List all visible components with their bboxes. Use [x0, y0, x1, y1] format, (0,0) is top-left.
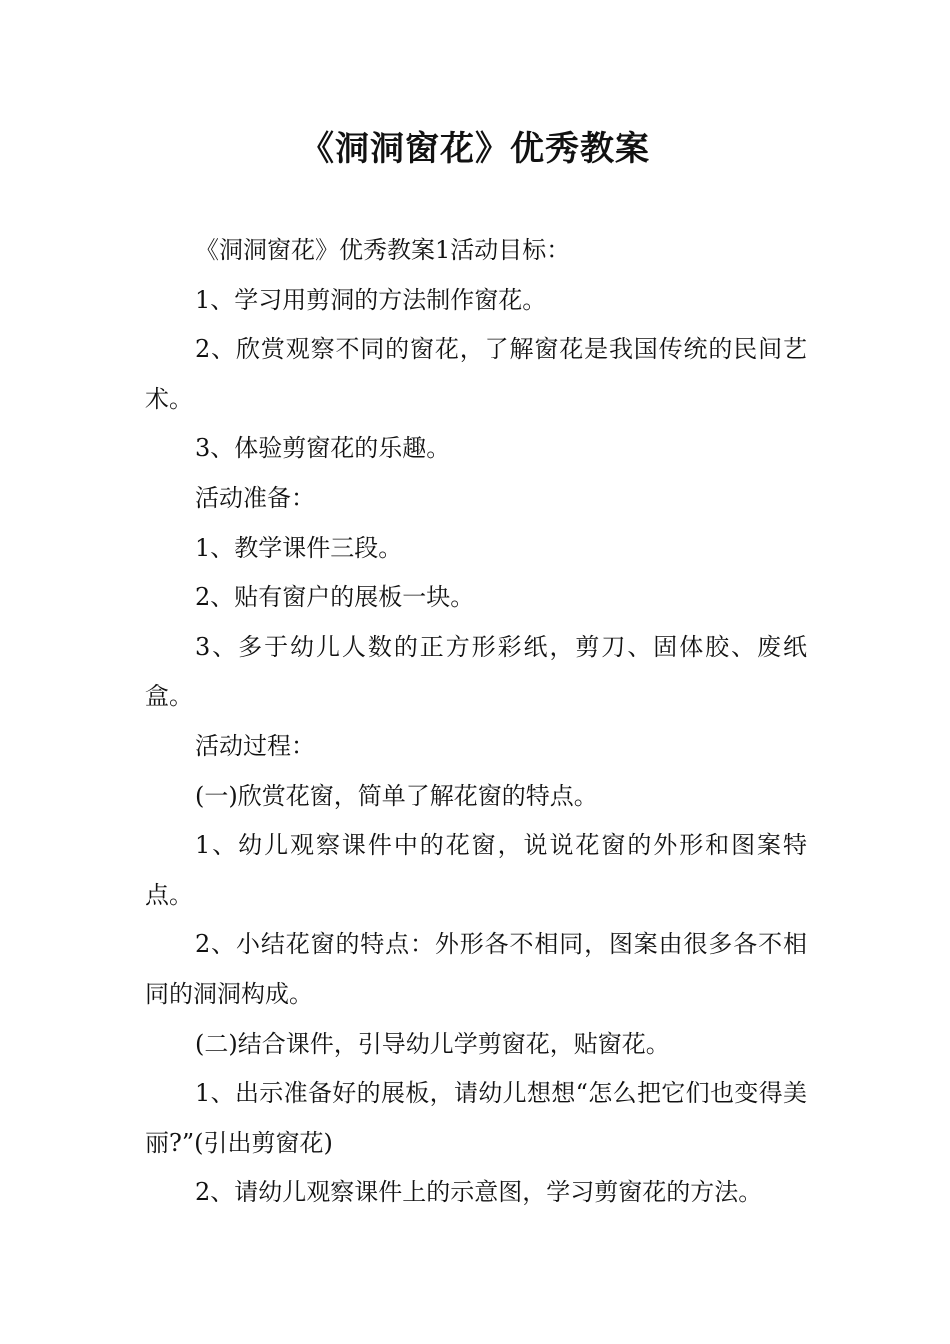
paragraph-process-step-1-1: 1、幼儿观察课件中的花窗，说说花窗的外形和图案特点。	[145, 831, 807, 909]
paragraph-preparation-heading: 活动准备：	[195, 483, 315, 512]
paragraph-process-heading: 活动过程：	[195, 731, 315, 760]
document-title: 《洞洞窗花》优秀教案	[300, 129, 650, 169]
paragraph-process-step-1-2: 2、小结花窗的特点：外形各不相同，图案由很多各不相同的洞洞构成。	[145, 930, 807, 1008]
paragraph-process-step-2-2: 2、请幼儿观察课件上的示意图，学习剪窗花的方法。	[195, 1178, 763, 1207]
paragraph-process-section-1: (一)欣赏花窗，简单了解花窗的特点。	[195, 781, 598, 810]
paragraph-process-step-2-1: 1、出示准备好的展板，请幼儿想想“怎么把它们也变得美丽?”(引出剪窗花)	[145, 1079, 807, 1157]
paragraph-process-section-2: (二)结合课件，引导幼儿学剪窗花，贴窗花。	[195, 1029, 670, 1058]
paragraph-goal-1: 1、学习用剪洞的方法制作窗花。	[195, 285, 547, 314]
paragraph-preparation-3: 3、多于幼儿人数的正方形彩纸，剪刀、固体胶、废纸盒。	[145, 632, 807, 711]
paragraph-goal-3: 3、体验剪窗花的乐趣。	[195, 434, 451, 463]
paragraph-preparation-1: 1、教学课件三段。	[195, 533, 403, 562]
document-body	[145, 226, 807, 1218]
paragraph-goal-2: 2、欣赏观察不同的窗花，了解窗花是我国传统的民间艺术。	[145, 335, 807, 413]
paragraph-preparation-2: 2、贴有窗户的展板一块。	[195, 583, 475, 612]
paragraph-activity-goals-heading: 《洞洞窗花》优秀教案1活动目标：	[195, 236, 571, 264]
